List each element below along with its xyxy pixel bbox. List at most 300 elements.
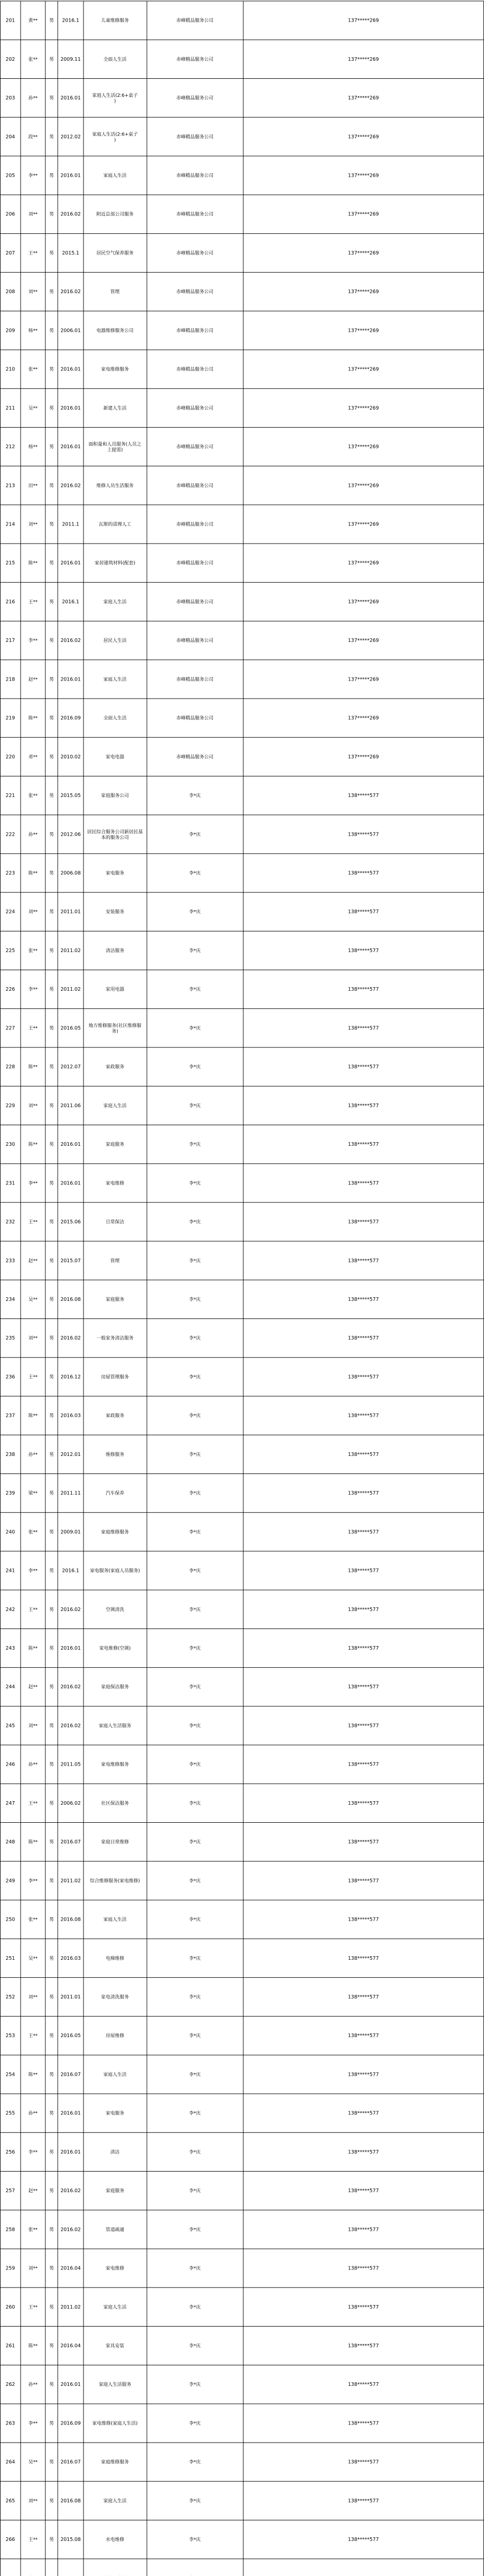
phone: 138*****577 (347, 909, 379, 915)
row-number: 225 (5, 947, 15, 954)
start-date: 2016.01 (60, 366, 81, 372)
row-number: 244 (5, 1684, 15, 1690)
service-item: 居民人生活 (103, 638, 127, 644)
gender: 男 (49, 1064, 54, 1070)
row-number: 217 (5, 638, 15, 644)
start-date: 2016.12 (60, 1374, 81, 1380)
person-name: 孙** (28, 1762, 38, 1768)
start-date: 2016.02 (60, 2227, 81, 2233)
person-name: 邓** (28, 754, 38, 760)
person-name: 孙** (28, 2111, 38, 2116)
phone: 138*****577 (347, 2498, 379, 2504)
phone: 137*****269 (347, 250, 379, 256)
start-date: 2011.01 (60, 909, 81, 915)
person-name: 王** (28, 1375, 38, 1380)
start-date: 2016.01 (60, 1142, 81, 1148)
start-date: 2016.01 (60, 2382, 81, 2388)
row-number: 203 (5, 95, 15, 101)
agency: 赤峰精品服务公司 (176, 290, 214, 295)
gender: 男 (49, 909, 54, 915)
gender: 男 (49, 1219, 54, 1225)
phone: 138*****577 (347, 1142, 379, 1148)
agency: 赤峰精品服务公司 (176, 716, 214, 721)
service-item: 管理 (110, 1258, 120, 1264)
service-item: 家庭人生活 (103, 2498, 127, 2504)
phone: 138*****577 (347, 2188, 379, 2194)
agency: 李*庆 (189, 1026, 201, 1031)
row-number: 261 (5, 2343, 15, 2349)
gender: 男 (49, 2033, 54, 2039)
start-date: 2016.01 (60, 1180, 81, 1187)
gender: 男 (49, 1258, 54, 1264)
start-date: 2016.01 (60, 173, 81, 179)
person-name: 孙** (28, 832, 38, 838)
row-number: 253 (5, 2033, 15, 2039)
row-number: 241 (5, 1568, 15, 1574)
gender: 男 (49, 987, 54, 993)
start-date: 2016.08 (60, 1296, 81, 1302)
service-item: 家电服务 (105, 2111, 125, 2116)
phone: 138*****577 (347, 1103, 379, 1109)
agency: 李*庆 (189, 1956, 201, 1961)
person-name: 王** (28, 250, 38, 256)
start-date: 2011.02 (60, 1878, 81, 1884)
agency: 李*庆 (189, 1452, 201, 1458)
agency: 李*庆 (189, 832, 201, 838)
start-date: 2016.07 (60, 2459, 81, 2465)
service-item: 家庭人生活服务 (98, 2382, 131, 2388)
start-date: 2006.08 (60, 870, 81, 876)
gender: 男 (49, 96, 54, 101)
gender: 男 (49, 716, 54, 721)
row-number: 223 (5, 870, 15, 876)
row-number: 214 (5, 521, 15, 528)
gender: 男 (49, 1607, 54, 1613)
row-number: 208 (5, 289, 15, 295)
start-date: 2016.1 (62, 18, 79, 24)
start-date: 2011.06 (60, 1103, 81, 1109)
person-name: 刘** (28, 212, 38, 217)
row-number: 240 (5, 1529, 15, 1535)
person-name: 王** (28, 1026, 38, 1031)
phone: 138*****577 (347, 1180, 379, 1187)
start-date: 2016.02 (60, 289, 81, 295)
row-number: 213 (5, 483, 15, 489)
row-number: 254 (5, 2072, 15, 2078)
agency: 李*庆 (189, 2537, 201, 2543)
phone: 137*****269 (347, 56, 379, 62)
row-number: 239 (5, 1490, 15, 1497)
gender: 男 (49, 445, 54, 450)
gender: 男 (49, 2266, 54, 2272)
gender: 男 (49, 1142, 54, 1148)
start-date: 2012.06 (60, 832, 81, 838)
row-number: 210 (5, 366, 15, 372)
agency: 李*庆 (189, 1568, 201, 1574)
start-date: 2016.05 (60, 1025, 81, 1031)
phone: 138*****577 (347, 1258, 379, 1264)
agency: 李*庆 (189, 2111, 201, 2116)
agency: 李*庆 (189, 1917, 201, 1923)
row-number: 250 (5, 1917, 15, 1923)
phone: 138*****577 (347, 2459, 379, 2465)
start-date: 2016.01 (60, 2149, 81, 2155)
service-item: 一般家务清洁服务 (96, 1336, 134, 1342)
person-name: 王** (28, 2537, 38, 2543)
row-number: 260 (5, 2304, 15, 2310)
person-name: 刘** (28, 1995, 38, 2000)
service-item: 电器维修服务公司 (96, 328, 134, 334)
person-name: 王** (28, 599, 38, 605)
service-item: 家庭日常维修 (101, 1840, 129, 1845)
row-number: 245 (5, 1723, 15, 1729)
row-number: 209 (5, 328, 15, 334)
start-date: 2011.02 (60, 947, 81, 954)
agency: 李*庆 (189, 1646, 201, 1651)
agency: 赤峰精品服务公司 (176, 18, 214, 24)
row-number: 224 (5, 909, 15, 915)
row-number: 215 (5, 560, 15, 566)
gender: 男 (49, 1530, 54, 1535)
gender: 男 (49, 212, 54, 217)
row-number: 231 (5, 1180, 15, 1187)
row-number: 242 (5, 1606, 15, 1613)
service-item: 家庭维修服务 (101, 1530, 129, 1535)
service-item: 管道疏通 (105, 2227, 125, 2233)
agency: 赤峰精品服务公司 (176, 754, 214, 760)
person-name: 梁** (28, 1491, 38, 1497)
gender: 男 (49, 1413, 54, 1419)
gender: 男 (49, 1801, 54, 1806)
service-item: 家庭服务 (105, 2189, 125, 2194)
person-name: 黄** (28, 18, 38, 24)
service-item: 家电清洗服务 (101, 1995, 129, 2000)
agency: 赤峰精品服务公司 (176, 445, 214, 450)
gender: 男 (49, 1878, 54, 1884)
person-name: 刘** (28, 2498, 38, 2504)
phone: 137*****269 (347, 173, 379, 179)
phone: 138*****577 (347, 1917, 379, 1923)
row-number: 219 (5, 715, 15, 721)
start-date: 2012.02 (60, 134, 81, 140)
phone: 138*****577 (347, 832, 379, 838)
agency: 赤峰精品服务公司 (176, 483, 214, 489)
service-item: 家电电器 (105, 754, 125, 760)
gender: 男 (49, 2382, 54, 2388)
agency: 赤峰精品服务公司 (176, 212, 214, 217)
person-name: 陈** (28, 1840, 38, 1845)
agency: 李*庆 (189, 2344, 201, 2349)
agency: 李*庆 (189, 1995, 201, 2000)
gender: 男 (49, 18, 54, 24)
person-name: 陈** (28, 1413, 38, 1419)
agency: 李*庆 (189, 948, 201, 954)
gender: 男 (49, 2498, 54, 2504)
phone: 138*****577 (347, 1684, 379, 1690)
service-item: 管理 (110, 290, 120, 295)
row-number: 256 (5, 2149, 15, 2155)
row-number: 235 (5, 1335, 15, 1342)
service-item: 新建人生活 (103, 405, 127, 411)
row-number: 222 (5, 832, 15, 838)
start-date: 2006.02 (60, 1800, 81, 1806)
agency: 李*庆 (189, 1762, 201, 1768)
phone: 138*****577 (347, 1761, 379, 1768)
service-item: 家居建筑材料(配套) (94, 561, 136, 566)
row-number: 263 (5, 2420, 15, 2427)
row-number: 264 (5, 2459, 15, 2465)
row-number: 236 (5, 1374, 15, 1380)
gender: 男 (49, 1297, 54, 1302)
row-number: 229 (5, 1103, 15, 1109)
service-item: 维修人员生活服务 (96, 483, 134, 489)
start-date: 2016.01 (60, 444, 81, 450)
gender: 男 (49, 638, 54, 644)
person-name: 张** (28, 57, 38, 62)
service-item: 家电维修 (105, 2266, 125, 2272)
gender: 男 (49, 405, 54, 411)
agency: 李*庆 (189, 2460, 201, 2465)
start-date: 2012.07 (60, 1064, 81, 1070)
gender: 男 (49, 173, 54, 179)
gender: 男 (49, 793, 54, 799)
agency: 李*庆 (189, 2304, 201, 2310)
agency: 李*庆 (189, 2421, 201, 2427)
agency: 李*庆 (189, 1219, 201, 1225)
service-item: 水电维修 (105, 2537, 125, 2543)
gender: 男 (49, 1336, 54, 1342)
service-item: 家庭服务 (105, 1297, 125, 1302)
person-name: 李** (28, 1568, 38, 1574)
gender: 男 (49, 1840, 54, 1845)
start-date: 2016.05 (60, 2033, 81, 2039)
person-name: 吴** (28, 1956, 38, 1961)
start-date: 2011.02 (60, 987, 81, 993)
start-date: 2016.02 (60, 2188, 81, 2194)
row-number: 227 (5, 1025, 15, 1031)
person-name: 吴** (28, 405, 38, 411)
gender: 男 (49, 2344, 54, 2349)
service-item: 家用电器 (105, 987, 125, 993)
agency: 李*庆 (189, 2227, 201, 2233)
gender: 男 (49, 1646, 54, 1651)
service-item: 家庭维修服务 (101, 2460, 129, 2465)
start-date: 2016.01 (60, 560, 81, 566)
person-name: 李** (28, 1878, 38, 1884)
start-date: 2016.01 (60, 2110, 81, 2116)
row-number: 218 (5, 676, 15, 683)
service-item: 电梯维修 (105, 1956, 125, 1961)
agency: 李*庆 (189, 1103, 201, 1109)
service-item: 居民综合服务公司新居民基本的服务公司 (87, 829, 143, 841)
gender: 男 (49, 561, 54, 566)
phone: 137*****269 (347, 405, 379, 411)
person-name: 李** (28, 987, 38, 993)
row-number: 237 (5, 1413, 15, 1419)
row-number: 248 (5, 1839, 15, 1845)
person-name: 刘** (28, 909, 38, 915)
phone: 138*****577 (347, 1723, 379, 1729)
row-number: 265 (5, 2498, 15, 2504)
start-date: 2016.01 (60, 1645, 81, 1651)
gender: 男 (49, 1452, 54, 1458)
row-number: 243 (5, 1645, 15, 1651)
phone: 137*****269 (347, 328, 379, 334)
person-name: 赵** (28, 1685, 38, 1690)
person-name: 陈** (28, 871, 38, 876)
gender: 男 (49, 754, 54, 760)
person-name: 陈** (28, 561, 38, 566)
service-item: 家庭保洁服务 (101, 1685, 129, 1690)
service-item: 附近总部公司服务 (96, 212, 134, 217)
service-item: 居民空气保养服务 (96, 250, 134, 256)
agency: 赤峰精品服务公司 (176, 367, 214, 372)
person-name: 张** (28, 1530, 38, 1535)
agency: 赤峰精品服务公司 (176, 599, 214, 605)
gender: 男 (49, 328, 54, 334)
service-item: 家庭人生活 (103, 173, 127, 179)
phone: 138*****577 (347, 1568, 379, 1574)
row-number: 259 (5, 2265, 15, 2272)
person-name: 田** (28, 483, 38, 489)
start-date: 2016.02 (60, 1684, 81, 1690)
start-date: 2016.02 (60, 211, 81, 217)
person-name: 陈** (28, 1142, 38, 1148)
agency: 李*庆 (189, 2266, 201, 2272)
gender: 男 (49, 2149, 54, 2155)
service-item: 清洁 (110, 2149, 120, 2155)
person-name: 陈** (28, 716, 38, 721)
person-name: 赵** (28, 1258, 38, 1264)
phone: 138*****577 (347, 1451, 379, 1458)
gender: 男 (49, 134, 54, 140)
start-date: 2016.01 (60, 405, 81, 411)
phone: 137*****269 (347, 211, 379, 217)
gender: 男 (49, 599, 54, 605)
phone: 137*****269 (347, 289, 379, 295)
phone: 138*****577 (347, 1219, 379, 1225)
row-number: 266 (5, 2537, 15, 2543)
person-name: 赵** (28, 677, 38, 683)
phone: 138*****577 (347, 2149, 379, 2155)
agency: 赤峰精品服务公司 (176, 96, 214, 101)
row-number: 238 (5, 1451, 15, 1458)
agency: 李*庆 (189, 871, 201, 876)
start-date: 2016.1 (62, 599, 79, 605)
person-name: 陈** (28, 1646, 38, 1651)
agency: 李*庆 (189, 987, 201, 993)
gender: 男 (49, 948, 54, 954)
service-item: 家庭人生活(2:6+桌子) (92, 132, 138, 143)
service-item: 安装服务 (105, 909, 125, 915)
phone: 138*****577 (347, 1374, 379, 1380)
start-date: 2011.1 (62, 521, 79, 528)
start-date: 2016.02 (60, 483, 81, 489)
row-number: 206 (5, 211, 15, 217)
person-name: 李** (28, 2421, 38, 2427)
phone: 138*****577 (347, 1955, 379, 1961)
service-item: 家电维修服务 (101, 1762, 129, 1768)
start-date: 2009.11 (60, 56, 81, 62)
start-date: 2011.01 (60, 1994, 81, 2000)
person-name: 段** (28, 134, 38, 140)
row-number: 226 (5, 987, 15, 993)
service-item: 清洁服务 (105, 948, 125, 954)
person-name: 吴** (28, 2460, 38, 2465)
row-number: 221 (5, 793, 15, 799)
agency: 李*庆 (189, 1258, 201, 1264)
gender: 男 (49, 483, 54, 489)
person-name: 李** (28, 1181, 38, 1187)
service-item: 汽车保养 (105, 1491, 125, 1497)
start-date: 2016.07 (60, 1839, 81, 1845)
phone: 138*****577 (347, 1878, 379, 1884)
row-number: 205 (5, 173, 15, 179)
phone: 138*****577 (347, 1645, 379, 1651)
gender: 男 (49, 1103, 54, 1109)
gender: 男 (49, 2227, 54, 2233)
agency: 李*庆 (189, 1801, 201, 1806)
start-date: 2016.09 (60, 715, 81, 721)
person-name: 张** (28, 948, 38, 954)
phone: 138*****577 (347, 1296, 379, 1302)
person-name: 王** (28, 2304, 38, 2310)
start-date: 2015.05 (60, 793, 81, 799)
phone: 137*****269 (347, 95, 379, 101)
gender: 男 (49, 2537, 54, 2543)
agency: 李*庆 (189, 2033, 201, 2039)
person-name: 张** (28, 793, 38, 799)
agency: 李*庆 (189, 1685, 201, 1690)
service-item: 房屋管理服务 (101, 1375, 129, 1380)
phone: 138*****577 (347, 1064, 379, 1070)
start-date: 2011.11 (60, 1490, 81, 1497)
service-item: 儿童维修服务 (101, 18, 129, 24)
agency: 李*庆 (189, 1491, 201, 1497)
agency: 赤峰精品服务公司 (176, 134, 214, 140)
service-item: 家庭服务公司 (101, 793, 129, 799)
person-name: 刘** (28, 522, 38, 528)
row-number: 258 (5, 2227, 15, 2233)
gender: 男 (49, 677, 54, 683)
start-date: 2016.02 (60, 1335, 81, 1342)
agency: 李*庆 (189, 1723, 201, 1729)
service-item: 家庭人生活 (103, 2304, 127, 2310)
phone: 138*****577 (347, 987, 379, 993)
agency: 李*庆 (189, 2189, 201, 2194)
row-number: 232 (5, 1219, 15, 1225)
phone: 138*****577 (347, 2072, 379, 2078)
phone: 137*****269 (347, 599, 379, 605)
person-name: 王** (28, 2033, 38, 2039)
phone: 137*****269 (347, 715, 379, 721)
row-number: 216 (5, 599, 15, 605)
row-number: 211 (5, 405, 15, 411)
start-date: 2011.05 (60, 1761, 81, 1768)
phone: 137*****269 (347, 483, 379, 489)
person-name: 孙** (28, 1452, 38, 1458)
person-name: 刘** (28, 290, 38, 295)
gender: 男 (49, 1568, 54, 1574)
person-name: 张** (28, 2227, 38, 2233)
start-date: 2016.08 (60, 1917, 81, 1923)
gender: 男 (49, 522, 54, 528)
row-number: 262 (5, 2382, 15, 2388)
service-item: 家庭服务 (105, 1142, 125, 1148)
agency: 李*庆 (189, 1336, 201, 1342)
start-date: 2016.09 (60, 2420, 81, 2427)
phone: 138*****577 (347, 1529, 379, 1535)
